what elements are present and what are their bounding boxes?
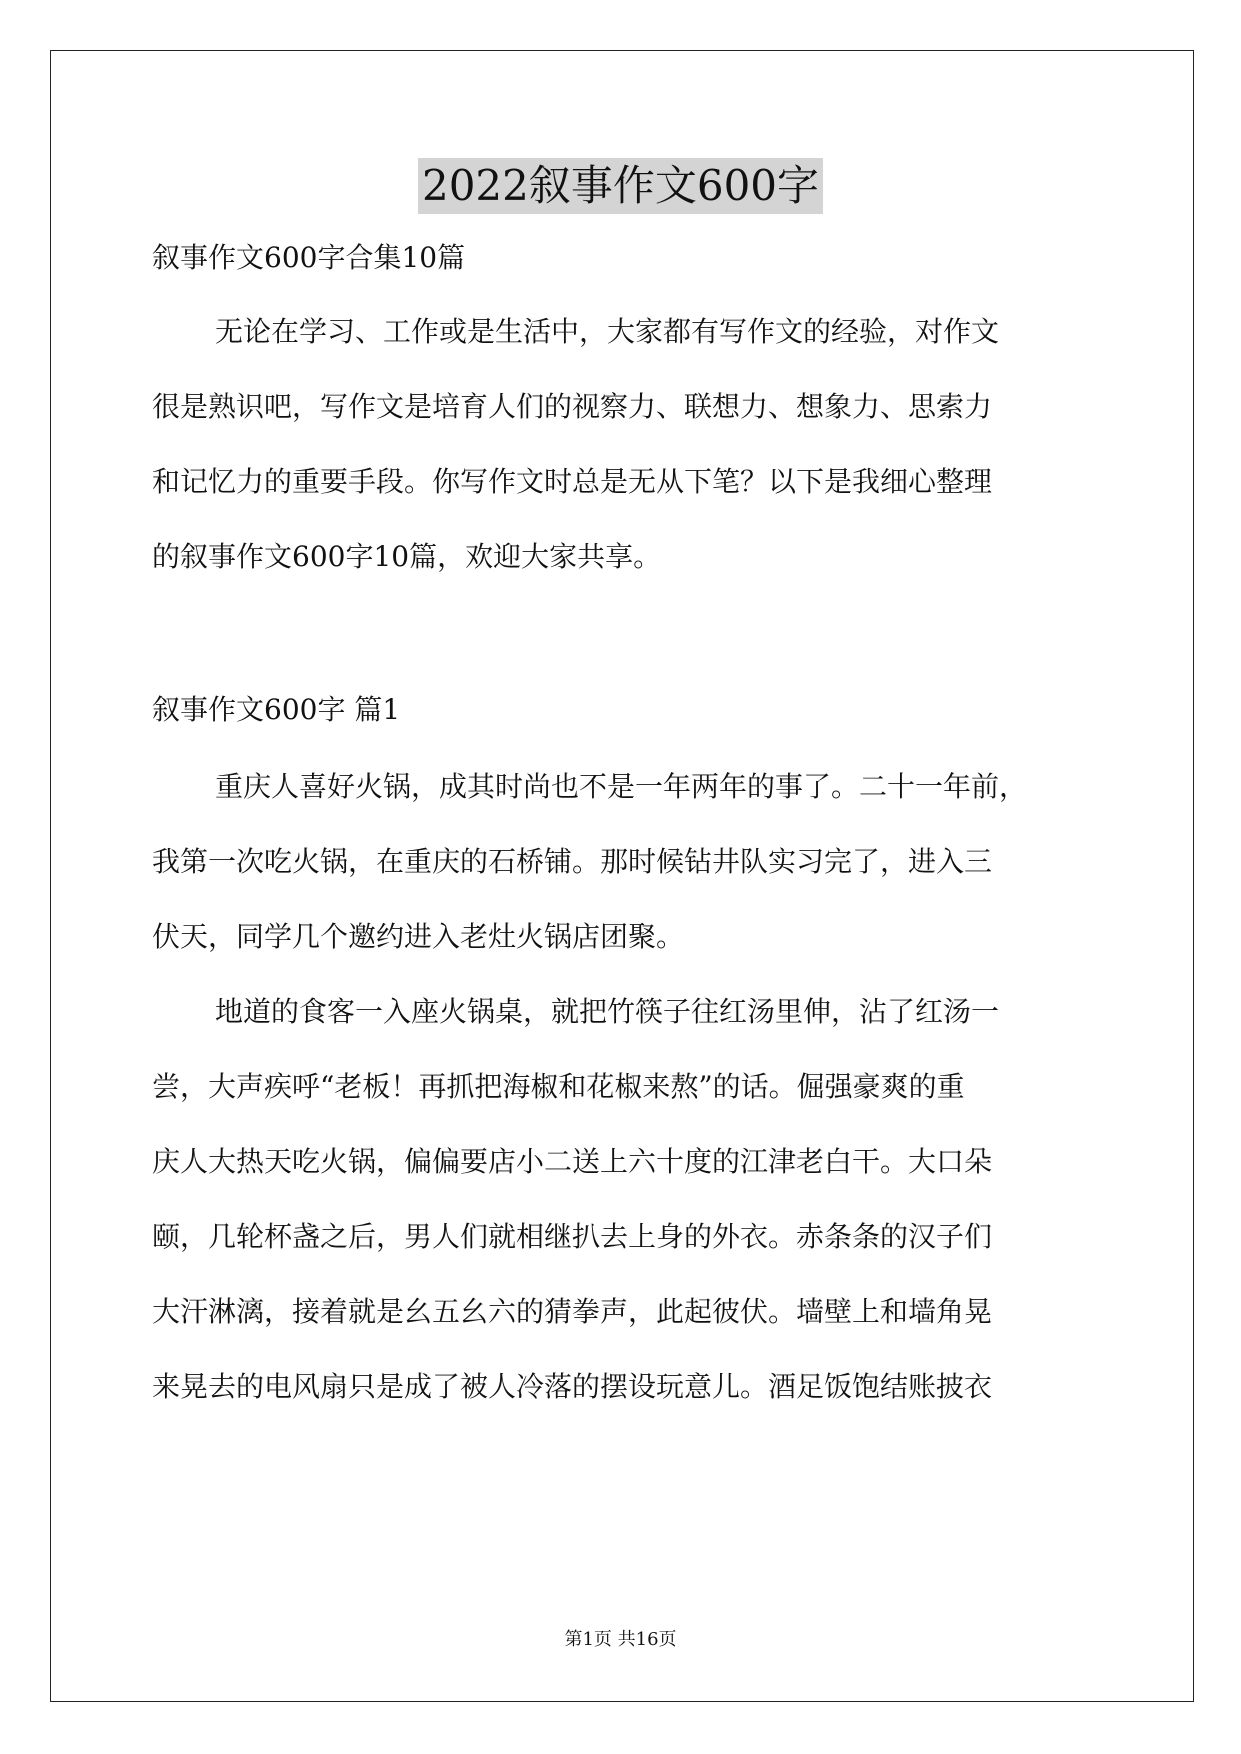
para1-line-2: 我第一次吃火锅，在重庆的石桥铺。那时候钻井队实习完了，进入三 [152,845,993,878]
para1-line-3: 伏天，同学几个邀约进入老灶火锅店团聚。 [152,920,685,953]
intro-line-4: 的叙事作文600字10篇，欢迎大家共享。 [152,540,662,573]
para2-line-6: 来晃去的电风扇只是成了被人冷落的摆设玩意儿。酒足饭饱结账披衣 [152,1370,993,1403]
para2-line-4: 颐，几轮杯盏之后，男人们就相继扒去上身的外衣。赤条条的汉子们 [152,1220,993,1253]
collection-subtitle: 叙事作文600字合集10篇 [152,241,466,274]
intro-line-2: 很是熟识吧，写作文是培育人们的视察力、联想力、想象力、思索力 [152,390,993,423]
intro-line-3: 和记忆力的重要手段。你写作文时总是无从下笔？以下是我细心整理 [152,465,993,498]
section-heading: 叙事作文600字 篇1 [152,693,401,726]
para2-line-3: 庆人大热天吃火锅，偏偏要店小二送上六十度的江津老白干。大口朵 [152,1145,993,1178]
document-title: 2022叙事作文600字 [418,158,823,214]
page-footer: 第1页 共16页 [564,1629,677,1650]
para1-line-1: 重庆人喜好火锅，成其时尚也不是一年两年的事了。二十一年前， [215,770,1028,803]
para2-line-5: 大汗淋漓，接着就是幺五幺六的猜拳声，此起彼伏。墙壁上和墙角晃 [152,1295,993,1328]
para2-line-2: 尝，大声疾呼“老板！再抓把海椒和花椒来熬”的话。倔强豪爽的重 [152,1070,965,1103]
para2-line-1: 地道的食客一入座火锅桌，就把竹筷子往红汤里伸，沾了红汤一 [215,995,1000,1028]
intro-line-1: 无论在学习、工作或是生活中，大家都有写作文的经验，对作文 [215,315,1000,348]
title-wrap [0,158,1241,214]
